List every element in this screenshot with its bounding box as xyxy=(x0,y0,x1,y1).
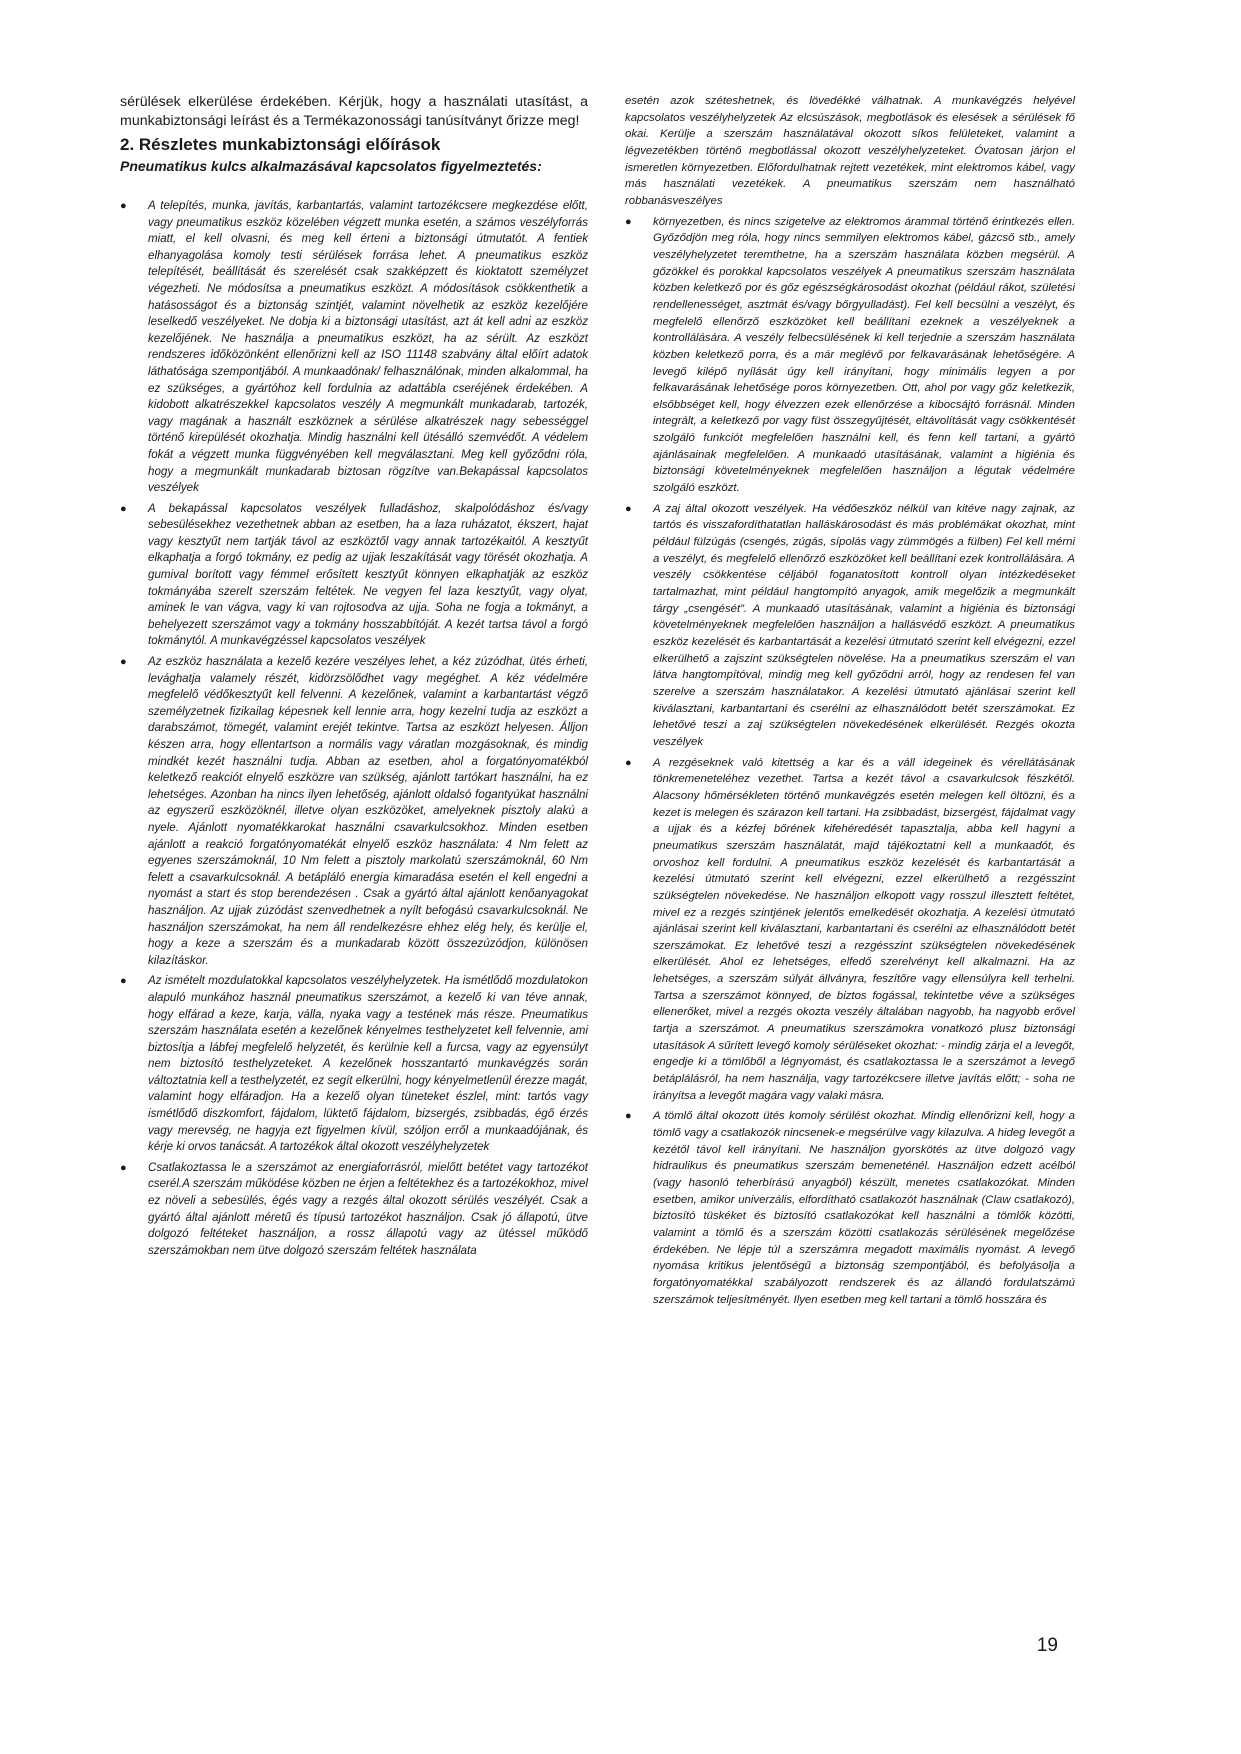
bullet-icon: ● xyxy=(625,756,632,769)
section-title: 2. Részletes munkabiztonsági előírások xyxy=(120,135,441,154)
bullet-text: Az ismételt mozdulatokkal kapcsolatos veszélyhelyzetek. Ha ismétlődő mozdulatokon alapuló munkához használ pneumatikus szerszámot, a kezelő ki van téve annak, hogy elfárad a keze, karja, válla, nyaka vagy a testének más része. Pneumatikus szerszám használata esetén a kezelőnek kényelmes testhelyzetet kell felvennie, ami biztosítja a lábfej megfelelő helyzetét, és kerülnie kell a furcsa, vagy az egyensúlyt nem biztosító testhelyzeteket. A kezelőnek hosszantartó munkavégzés során változtatnia kell a testhelyzetét, ez segít elkerülni, hogy kényelmetlenül érezze magát, valamint hogy elfáradjon. Ha a kezelő olyan tüneteket észlel, mint: tartós vagy ismétlődő diszkomfort, fájdalom, lüktető fájdalom, bizsergés, zsibbadás, égő érzés vagy merevség, ne hagyja ezt figyelmen kívül, szóljon erről a munkaadójának, és kérje ki orvos tanácsát. A tartozékok által okozott veszélyhelyzetek xyxy=(148,974,588,1154)
continuation-paragraph: esetén azok széteshetnek, és lövedékké válhatnak. A munkavégzés helyével kapcsolatos veszélyhelyzetek Az elcsúszások, megbotlások és elesések a sérülések fő okai. Kerülje a szerszám használatával okozott síkos felületeket, valamint a légvezetékben történő megbotlással okozott veszélyhelyzeteket. Óvatosan járjon el ismeretlen környezetben. Előfordulhatnak rejtett vezetékek, mint elektromos kábel, vagy más használati vezetékek. A pneumatikus szerszám nem használható robbanásveszélyes xyxy=(625,95,1075,207)
bullet-text: környezetben, és nincs szigetelve az elektromos árammal történő érintkezés ellen. Győződjön meg róla, hogy nincs semmilyen elektromos kábel, gázcső stb., amely veszélyhelyzetet teremthetne, ha a szerszám használata közben megsérül. A gőzökkel és porokkal kapcsolatos veszélyek A pneumatikus szerszám használata közben keletkező por és gőz egészségkárosodást okozhat (például rákot, születési rendellenességet, asztmát és/vagy bőrgyulladást). Fel kell becsülni a veszélyt, és megfelelő ellenőrző eszközöket kell beállítani ezeknek a veszélyeknek a kontrollálására. A veszély felbecsülésének ki kell terjednie a szerszám használata közben keletkező porra, és a már meglévő por felkavarásának lehetőségére. A levegő kilépő nyílását úgy kell irányítani, hogy minimális legyen a por felkavarásának lehetősége poros környezetben. Ott, ahol por vagy gőz keletkezik, elsőbbséget kell, hogy élvezzen ezek ellenőrzése a kibocsájtó forrásnál. Minden integrált, a keletkező por vagy füst összegyűjtését, eltávolítását vagy csökkentését szolgáló funkciót megfelelően használni kell, és fenn kell tartani, a gyártó ajánlásainak megfelelően. A munkaadó utasításának, valamint a higiénia és biztonsági követelményeknek megfelelően használjon a légutak védelmére szolgáló eszközt. xyxy=(653,215,1075,495)
list-item xyxy=(625,214,1075,497)
left-bullet-list xyxy=(120,198,588,1259)
bullet-icon: ● xyxy=(120,502,127,515)
bullet-text: A telepítés, munka, javítás, karbantartás, valamint tartozékcsere megkezdése előtt, vagy pneumatikus eszköz közelében végzett munka esetén, a számos veszélyforrás miatt, el kell olvasni, és meg kell érteni a biztonsági útmutatót. A fentiek elhanyagolása komoly testi sérülések forrása lehet. A pneumatikus eszköz telepítését, beállítását és szerelését csak szakképzett és kioktatott személyzet végezheti. Ne módosítsa a pneumatikus eszközt. A módosítások csökkenthetik a hatásosságot és a biztonság szintjét, valamint növelhetik az eszköz kezelőjére leselkedő veszélyeket. Ne dobja ki a biztonsági utasítást, azt át kell adni az eszköz kezelőjének. Ne használja a pneumatikus eszközt, ha az sérült. Az eszközt rendszeres időközönként ellenőrizni kell az ISO 11148 szabvány által előírt adatok láthatósága szempontjából. A munkaadónak/ felhasználónak, minden alkalommal, ha ez szükséges, a gyártóhoz kell fordulnia az adattábla cseréjének érdekében. A kidobott alkatrészekkel kapcsolatos veszély A megmunkált munkadarab, tartozék, vagy magának a használt eszköznek a sérülése alkatrészek nagy sebességgel történő kirepülését okozhatja. Mindig használni kell ütésálló szemvédőt. A védelem fokát a végzett munka függvényében kell megválasztani. Meg kell győződni róla, hogy a megmunkált munkadarab biztosan rögzítve van.Bekapással kapcsolatos veszélyek xyxy=(148,199,588,495)
list-item xyxy=(625,1108,1075,1308)
bullet-icon: ● xyxy=(120,200,127,212)
right-bullet-list xyxy=(625,214,1075,1309)
bullet-icon: ● xyxy=(625,502,632,515)
list-item xyxy=(120,198,588,497)
bullet-text: Az eszköz használata a kezelő kezére veszélyes lehet, a kéz zúzódhat, ütés érheti, levághatja valamely részét, kidörzsölődhet vagy megéghet. A kéz védelmére megfelelő védőkesztyűt kell felvenni. A kezelőnek, valamint a karbantartást végző személyzetnek fizikailag képesnek kell lennie arra, hogy kezelni tudja az eszközt a darabszámot, tömegét, valamint erejét tekintve. Tartsa az eszközt helyesen. Álljon készen arra, hogy ellentartson a normális vagy váratlan mozgásoknak, és mindig mindkét kezét használni tudja. Abban az esetben, ahol a forgatónyomatékból keletkező reakciót elnyelő eszközre van szükség, ajánlott tartókart használni, ha ez lehetséges. Azonban ha nincs ilyen lehetőség, ajánlott oldalsó fogantyúkat használni az egyszerű eszközöknél, illetve olyan eszközöket, amelyeknek pisztoly alakú a nyele. Ajánlott nyomatékkarokat használni csavarkulcsokhoz. Minden esetben ajánlott a reakció forgatónyomatékát elnyelő eszköz használata: 4 Nm felett az egyenes szerszámoknál, 10 Nm felett a pisztoly markolatú szerszámoknál, 60 Nm felett a csavarkulcsoknál. A betápláló energia kimaradása esetén el kell engedni a nyomást a start és stop berendezésen . Csak a gyártó által ajánlott kenőanyagokat használjon. Az ujjak zúzódást szenvedhetnek a nyílt befogású csavarkulcsoknál. Ne használjon szerszámokat, ha nem áll rendelkezésre ehhez elég hely, és kerülje el, hogy a keze a szerszám és a munkadarab között összezúzódjon, különösen kilazításkor. xyxy=(148,655,588,967)
list-item xyxy=(120,1160,588,1260)
list-item xyxy=(120,973,588,1156)
bullet-icon: ● xyxy=(625,1110,632,1123)
list-item xyxy=(120,654,588,969)
bullet-icon: ● xyxy=(120,975,127,988)
right-column xyxy=(625,93,1075,1312)
page-number: 19 xyxy=(1036,1635,1058,1656)
bullet-icon: ● xyxy=(120,1161,127,1174)
intro-paragraph: sérülések elkerülése érdekében. Kérjük, hogy a használati utasítást, a munkabiztonsági leírást és a Termékazonossági tanúsítványt őrizze meg! xyxy=(120,94,588,129)
list-item xyxy=(120,501,588,650)
bullet-text: A tömlő által okozott ütés komoly sérülést okozhat. Mindig ellenőrizni kell, hogy a tömlő vagy a csatlakozók nincsenek-e megsérülve vagy kilazulva. A hideg levegőt a kezétől távol kell irányítani. Ne használjon gyorskötés az ütve dolgozó vagy hidraulikus és pneumatikus szerszám bemeneténél. Használjon edzett acélból (vagy hasonló teherbírású anyagból) készült, menetes csatlakozókat. Minden esetben, amikor univerzális, elfordítható csatlakozót használnak (Claw csatlakozó), biztosító tüskéket és biztosító csatlakozókat kell használni a tömlők közötti, valamint a tömlő és a szerszám közötti csatlakozás sérülésének megelőzése érdekében. Ne lépje túl a szerszámra megadott maximális nyomást. A levegő nyomása kritikus jelentőségű a biztonság szempontjából, és befolyásolja a forgatónyomatékkal szabályozott rendszerek és az állandó fordulatszámú szerszámok teljesítményét. Ilyen esetben meg kell tartani a tömlő hosszára és xyxy=(653,1110,1075,1306)
bullet-text: Csatlakoztassa le a szerszámot az energiaforrásról, mielőtt betétet vagy tartozékot cserél.A szerszám működése közben ne érjen a feltétekhez és a tartozékokhoz, mivel ez növeli a sebesülés, égés vagy a rezgés által okozott sérülés veszélyét. Csak a gyártó által ajánlott méretű és típusú tartozékot használjon. Csak jó állapotú, ütve dolgozó feltéteket használjon, a rossz állapotú vagy az ütéssel működő szerszámokban nem ütve dolgozó szerszám feltétek használata xyxy=(148,1160,588,1257)
left-column xyxy=(120,93,588,1263)
bullet-text: A zaj által okozott veszélyek. Ha védőeszköz nélkül van kitéve nagy zajnak, az tartós és visszafordíthatatlan halláskárosodást és más problémákat okozhat, mint például fülzúgás (csengés, zúgás, sípolás vagy zümmögés a fülben) Fel kell mérni a veszélyt, és megfelelő ellenőrző eszközöket kell beállítani ezek kontrollálására. A veszély csökkentése céljából foganatosított kontroll olyan intézkedéseket tartalmazhat, mint például hangtompító anyagok, amik megelőzik a megmunkált tárgy „csengését”. A munkaadó utasításának, valamint a higiénia és biztonsági követelményeknek megfelelően használjon a hallásvédő eszközt. A pneumatikus eszköz kezelését és karbantartását a kezelési útmutató szerint kell elvégezni, ezzel elkerülhető a zajszint szükségtelen növelése. Ha a pneumatikus szerszám el van látva hangtompítóval, mindig meg kell győződni arról, hogy az rendesen fel van szerelve a szerszám használatakor. A kezelési útmutató ajánlásai szerint kell kiválasztani, karbantartani és cserélni az elhasználódott betét szerszámokat. Ez lehetővé teszi a zaj szükségtelen növekedésének elkerülését. Rezgés okozta veszélyek xyxy=(653,502,1075,748)
bullet-icon: ● xyxy=(120,656,127,669)
bullet-text: A rezgéseknek való kitettség a kar és a váll idegeinek és vérellátásának tönkremeneteléhez vezethet. Tartsa a kezét távol a csavarkulcsok fészkétől. Alacsony hőmérsékleten történő munkavégzés esetén melegen kell öltözni, és a kezet is melegen és szárazon kell tartani. Ha zsibbadást, bizsergést, fájdalmat vagy a ujjak és a kézfej bőrének kifehéredését tapasztalja, abba kell hagyni a pneumatikus szerszám használatát, majd tájékoztatni kell a munkaadót, és orvoshoz kell fordulni. A pneumatikus eszköz kezelését és karbantartását a kezelési útmutató szerint kell elvégezni, ezzel elkerülhető a rezgésszint szükségtelen növekedése. Ne használjon elkopott vagy rosszul illesztett feltétet, mivel ez a rezgés szintjének jelentős emelkedését okozhatja. A kezelési útmutató ajánlásai szerint kell kiválasztani, karbantartani és cserélni az elhasználódott betét szerszámokat. Ez lehetővé teszi a rezgésszint szükségtelen növekedésének elkerülését. Ahol ez lehetséges, elfedő szerelvényt kell alkalmazni. Ha az lehetséges, a szerszám súlyát állványra, feszítőre vagy ellensúlyra kell terhelni. Tartsa a szerszámot könnyed, de biztos fogással, tekintetbe véve a szükséges ellenerőket, mivel a rezgés okozta veszély általában nagyobb, ha nagyobb erővel tartja a szerszámot. A pneumatikus szerszámokra vonatkozó plusz biztonsági utasítások A sűrített levegő komoly sérüléseket okozhat: - mindig zárja el a levegőt, engedje ki a tömlőből a légnyomást, és csatlakoztassa le a szerszámot a levegő betáplálásról, ha nem használja, vagy tartozékcsere illetve javítás előtt; - soha ne irányítsa a levegőt magára vagy valaki másra. xyxy=(653,756,1075,1102)
list-item xyxy=(625,501,1075,751)
section-subtitle: Pneumatikus kulcs alkalmazásával kapcsolatos figyelmeztetés: xyxy=(120,158,542,174)
bullet-icon: ● xyxy=(625,215,632,228)
list-item xyxy=(625,755,1075,1105)
bullet-text: A bekapással kapcsolatos veszélyek fulladáshoz, skalpolódáshoz és/vagy sebesülésekhez vezethetnek abban az esetben, ha a laza ruházatot, ékszert, hajat vagy kesztyűt nem tartják távol az eszköztől vagy annak tartozékaitól. A kesztyűt elkaphatja a forgó tokmány, ez pedig az ujjak leszakítását vagy törését okozhatja. A gumival borított vagy fémmel erősített kesztyűt könnyen elkaphatják az eszköz tokmányába szerelt szerszám feltétek. Ne vegyen fel laza kesztyűt, vagy olyat, aminek le van vágva, vagy ki van rojtosodva az ujja. Soha ne fogja a tokmányt, a behelyezett szerszámot vagy a tokmány hosszabbítóját. A kezét tartsa távol a forgó tokmánytól. A munkavégzéssel kapcsolatos veszélyek xyxy=(148,501,588,648)
